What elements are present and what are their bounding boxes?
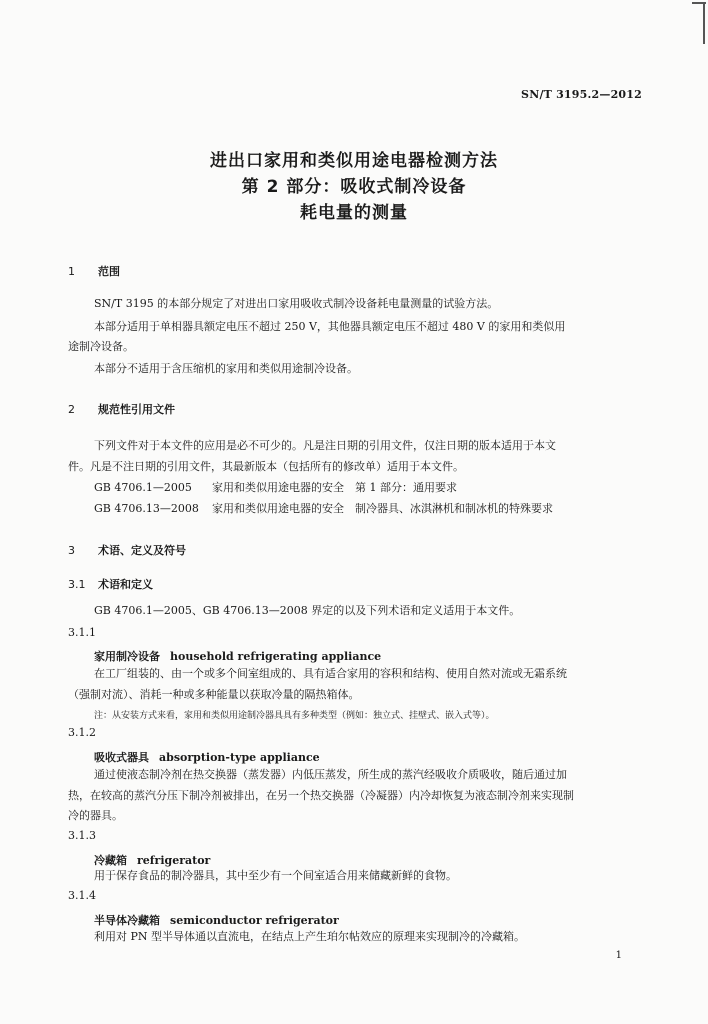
term-number: 3.1.2 — [68, 726, 96, 739]
subsection-3-1-heading — [68, 576, 153, 592]
term-en: semiconductor refrigerator — [170, 914, 339, 927]
reference-code: GB 4706.1—2005 — [94, 481, 192, 494]
term-en: absorption-type appliance — [159, 751, 320, 764]
section-number: 3 — [68, 544, 75, 557]
term-number: 3.1.3 — [68, 829, 96, 842]
term-definition-line: 通过使液态制冷剂在热交换器（蒸发器）内低压蒸发，所生成的蒸汽经吸收介质吸收，随后通过加 — [94, 768, 567, 781]
term-definition-line: 冷的器具。 — [68, 809, 123, 822]
section-1-para-2-line-1: 本部分适用于单相器具额定电压不超过 250 V，其他器具额定电压不超过 480 V 的家用和类似用 — [94, 320, 566, 333]
reference-code: GB 4706.13—2008 — [94, 502, 199, 515]
term-heading — [94, 645, 381, 664]
reference-item-2 — [94, 502, 553, 516]
section-title: 规范性引用文件 — [98, 403, 175, 416]
section-3-heading — [68, 542, 186, 558]
term-definition-line: （强制对流）、消耗一种或多种能量以获取冷量的隔热箱体。 — [68, 688, 360, 701]
term-note: 注：从安装方式来看，家用和类似用途制冷器具具有多种类型（例如：独立式、挂壁式、嵌入式等）。 — [94, 711, 495, 721]
title-line-2: 第 2 部分：吸收式制冷设备 — [241, 177, 467, 197]
section-title: 范围 — [98, 265, 120, 278]
section-number: 1 — [68, 265, 75, 278]
section-1-para-1: SN/T 3195 的本部分规定了对进出口家用吸收式制冷设备耗电量测量的试验方法。 — [94, 297, 499, 310]
term-en: refrigerator — [137, 854, 211, 867]
scan-artifact — [703, 4, 705, 44]
document-title — [0, 148, 708, 226]
section-title: 术语、定义及符号 — [98, 544, 186, 557]
reference-title: 家用和类似用途电器的安全 第 1 部分：通用要求 — [212, 481, 457, 494]
term-zh: 半导体冷藏箱 — [94, 914, 160, 927]
section-1-para-3: 本部分不适用于含压缩机的家用和类似用途制冷设备。 — [94, 362, 358, 375]
term-heading — [94, 746, 320, 765]
term-number: 3.1.4 — [68, 889, 96, 902]
term-en: household refrigerating appliance — [170, 650, 382, 663]
reference-item-1 — [94, 481, 457, 495]
section-2-para-line-1: 下列文件对于本文件的应用是必不可少的。凡是注日期的引用文件，仅注日期的版本适用于本文 — [94, 439, 556, 452]
term-zh: 冷藏箱 — [94, 854, 127, 867]
subsection-3-1-para: GB 4706.1—2005、GB 4706.13—2008 界定的以及下列术语和定义适用于本文件。 — [94, 604, 521, 617]
section-1-para-2-line-2: 途制冷设备。 — [68, 340, 134, 353]
subsection-title: 术语和定义 — [98, 578, 153, 591]
term-zh: 吸收式器具 — [94, 751, 149, 764]
term-definition-line: 用于保存食品的制冷器具，其中至少有一个间室适合用来储藏新鲜的食物。 — [94, 869, 457, 882]
term-definition-line: 在工厂组装的、由一个或多个间室组成的、具有适合家用的容积和结构、使用自然对流或无霜系统 — [94, 667, 567, 680]
title-line-1: 进出口家用和类似用途电器检测方法 — [210, 151, 498, 171]
section-2-heading — [68, 401, 175, 417]
title-line-3: 耗电量的测量 — [300, 203, 408, 223]
term-zh: 家用制冷设备 — [94, 650, 160, 663]
term-definition-line: 热，在较高的蒸汽分压下制冷剂被排出，在另一个热交换器（冷凝器）内冷却恢复为液态制冷剂来实现制 — [68, 789, 574, 802]
reference-title: 家用和类似用途电器的安全 制冷器具、冰淇淋机和制冰机的特殊要求 — [212, 502, 553, 515]
section-1-heading — [68, 263, 120, 279]
term-heading — [94, 849, 210, 868]
section-number: 2 — [68, 403, 75, 416]
page-number: 1 — [615, 950, 622, 961]
standard-code: SN/T 3195.2—2012 — [521, 88, 642, 101]
term-number: 3.1.1 — [68, 626, 96, 639]
section-2-para-line-2: 件。凡是不注日期的引用文件，其最新版本（包括所有的修改单）适用于本文件。 — [68, 460, 464, 473]
term-definition-line: 利用对 PN 型半导体通以直流电，在结点上产生珀尔帖效应的原理来实现制冷的冷藏箱。 — [94, 930, 526, 943]
subsection-number: 3.1 — [68, 578, 86, 591]
term-heading — [94, 909, 339, 928]
